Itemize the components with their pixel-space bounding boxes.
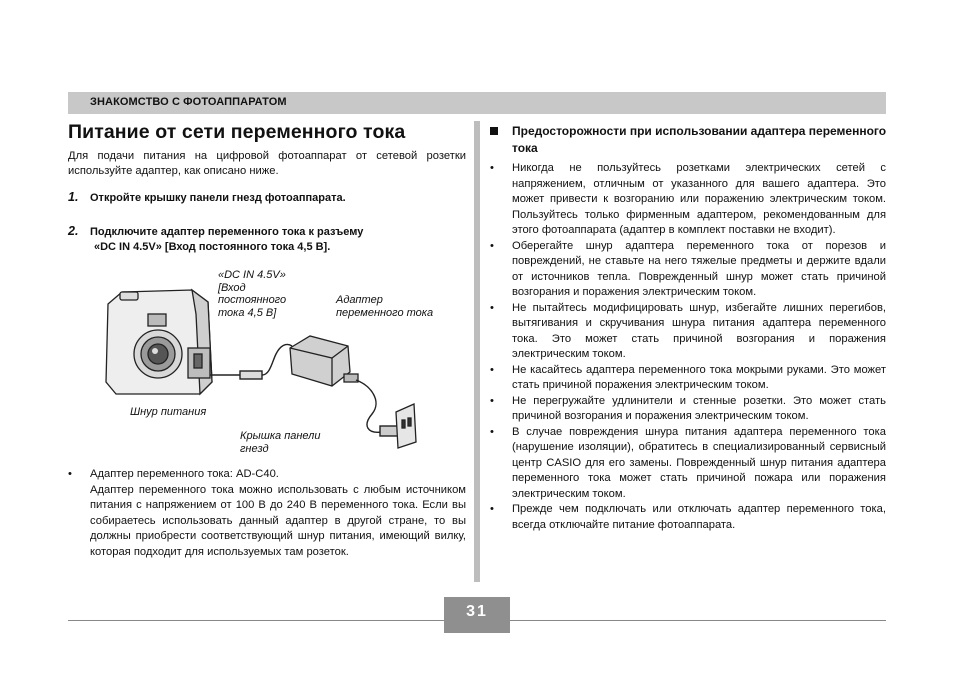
label-port-cover: Крышка панели гнезд bbox=[240, 430, 321, 455]
camera-illustration bbox=[106, 290, 212, 394]
adapter-illustration bbox=[290, 336, 358, 386]
ac-cord bbox=[356, 380, 398, 436]
section-header-bar bbox=[68, 92, 886, 114]
adapter-model-text: Адаптер переменного тока: AD-C40. bbox=[90, 468, 279, 480]
step-2-text-line2: «DC IN 4.5V» [Вход постоянного тока 4,5 В]. bbox=[94, 241, 331, 253]
section-header-text: ЗНАКОМСТВО С ФОТОАППАРАТОМ bbox=[90, 96, 287, 108]
adapter-info-text: Адаптер переменного тока можно использовать с любым источником питания с напряжением от 100 В до 240 В переменного тока. Если вы собираетесь использовать данный адаптер в другой стране, то вы должны приобрести соответствующий шнур питания, имеющий вилку, которая подходит для используемых там розеток. bbox=[90, 483, 466, 558]
precautions-list bbox=[490, 161, 886, 533]
list-item: • Оберегайте шнур адаптера переменного тока от порезов и повреждений, не ставьте на него тяжелые предметы и держите вдали от источников тепла. Поврежденный шнур может стать причиной возгорания и поражения электрическим током. bbox=[490, 239, 886, 298]
bullet-dot: • bbox=[68, 468, 72, 480]
list-item: • Прежде чем подключать или отключать адаптер переменного тока, всегда отключайте питание фотоаппарата. bbox=[490, 503, 886, 531]
page-number: 31 bbox=[466, 603, 488, 620]
connection-diagram bbox=[100, 262, 470, 467]
page-title: Питание от сети переменного тока bbox=[68, 121, 406, 143]
list-item: • Не касайтесь адаптера переменного тока мокрыми руками. Это может стать причиной поражения электрическим током. bbox=[490, 363, 886, 391]
square-bullet-icon bbox=[490, 127, 498, 135]
dc-cable bbox=[210, 344, 292, 379]
label-power-cord: Шнур питания bbox=[130, 406, 207, 418]
intro-paragraph: Для подачи питания на цифровой фотоаппарат от сетевой розетки используйте адаптер, как описано ниже. bbox=[68, 150, 466, 177]
step-1 bbox=[68, 190, 346, 206]
list-item: • Не пытайтесь модифицировать шнур, избегайте лишних перегибов, вытягивания и скручивания шнура питания адаптера переменного тока. Это может стать причиной возгорания и поражения электрическим током. bbox=[490, 301, 886, 360]
precautions-title-text: Предосторожности при использовании адаптера переменного тока bbox=[512, 124, 887, 155]
list-item: • В случае повреждения шнура питания адаптера переменного тока (нарушение изоляции), обратитесь в специализированный сервисный центр CASIO для его замены. Поврежденный шнур питания адаптера переменного тока может стать причиной пожара или поражения электрическим током. bbox=[490, 425, 886, 500]
step-1-number: 1. bbox=[68, 190, 79, 204]
wall-outlet-illustration bbox=[396, 404, 416, 448]
step-2 bbox=[68, 224, 466, 255]
adapter-info-bullet bbox=[68, 467, 466, 560]
precautions-title bbox=[490, 123, 890, 157]
step-2-text-line1: Подключите адаптер переменного тока к разъему bbox=[90, 226, 364, 238]
label-adapter: Адаптер переменного тока bbox=[336, 294, 434, 319]
label-dc-in: «DC IN 4.5V» [Вход постоянного тока 4,5 В] bbox=[218, 269, 287, 319]
list-item: • Никогда не пользуйтесь розетками электрических сетей с напряжением, отличным от указанного для вашего адаптера. Это может привести к возгоранию или поражению электрическим током. Пользуйтесь только фирменным адаптером, рекомендованным для этого фотоаппарата (адаптер в комплект поставки не входит). bbox=[490, 162, 886, 236]
step-2-number: 2. bbox=[68, 224, 79, 238]
list-item: • Не перегружайте удлинители и стенные розетки. Это может стать причиной возгорания и поражения электрическим током. bbox=[490, 394, 886, 422]
step-1-text: Откройте крышку панели гнезд фотоаппарата. bbox=[90, 192, 346, 204]
column-divider bbox=[474, 121, 480, 582]
page-number-box bbox=[444, 597, 510, 633]
